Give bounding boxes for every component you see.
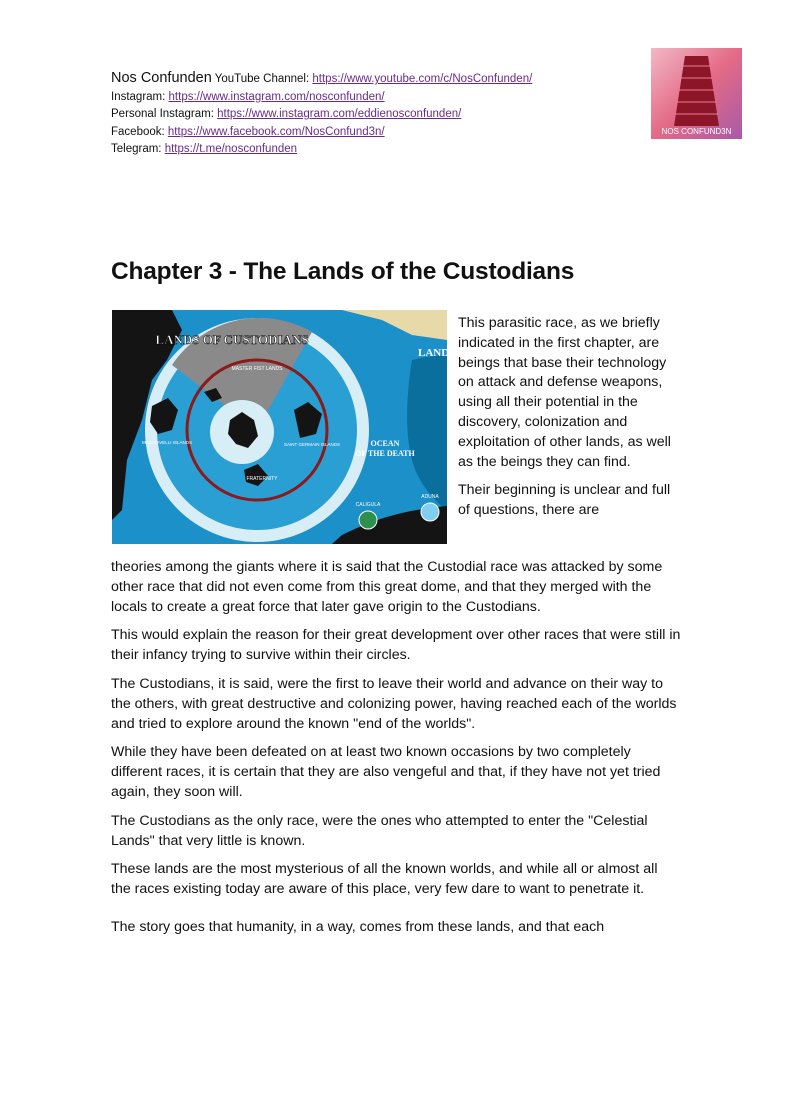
- facebook-label: Facebook:: [111, 125, 165, 138]
- youtube-label: YouTube Channel:: [214, 73, 310, 85]
- map-title: LANDS OF CUSTODIANS: [155, 332, 309, 347]
- body-text: [111, 558, 681, 947]
- brand-name: Nos Confunden: [111, 70, 212, 86]
- personal-instagram-label: Personal Instagram:: [111, 108, 214, 120]
- map-label-west: MACHIAVELLI ISLANDS: [142, 440, 192, 445]
- body-paragraph: The story goes that humanity, in a way, comes from these lands, and that each: [111, 918, 605, 935]
- body-paragraph: The Custodians, it is said, were the first to leave their world and advance on their way to the others, with great destructive and colonizing power, having reached each of the worlds and tried to explore around the known "end of the worlds".: [111, 675, 677, 732]
- instagram-link[interactable]: https://www.instagram.com/nosconfunden/: [168, 90, 385, 103]
- map-label-ocean: OCEAN: [370, 439, 400, 448]
- personal-instagram-line: [111, 106, 532, 124]
- body-paragraph: This would explain the reason for their great development over other races that were still in their infancy trying to survive within their circles.: [111, 627, 681, 664]
- body-paragraph: These lands are the most mysterious of all the known worlds, and while all or almost all the races existing today are aware of this place, very few dare to want to penetrate it.: [111, 861, 658, 898]
- map-label-lands: LANDS: [418, 347, 456, 359]
- map-label-aduna: ADUNA: [421, 494, 439, 500]
- map-label-east: SAINT GERMAIN ISLANDS: [284, 442, 340, 447]
- facebook-line: [111, 124, 532, 142]
- instagram-line: [111, 89, 532, 107]
- youtube-link[interactable]: https://www.youtube.com/c/NosConfunden/: [312, 73, 533, 85]
- social-header: [111, 70, 532, 159]
- side-column: [458, 314, 678, 530]
- chapter-title: Chapter 3 - The Lands of the Custodians: [111, 258, 575, 285]
- personal-instagram-link[interactable]: https://www.instagram.com/eddienosconfunden/: [217, 108, 462, 120]
- map-label-fraternity: FRATERNITY: [246, 476, 278, 482]
- map-label-north: MASTER FIST LANDS: [231, 366, 283, 372]
- body-paragraph: While they have been defeated on at least two known occasions by two completely different races, it is certain that they are also vengeful and that, if they have not yet tried again, they soon will.: [111, 744, 661, 800]
- map-label-ocean-death: OF THE DEATH: [355, 449, 415, 458]
- nos-confunden-logo: [651, 48, 742, 139]
- side-paragraph: This parasitic race, as we briefly indicated in the first chapter, are beings that base their technology on attack and defense weapons, using all their potential in the discovery, colonization and exploitation of other lands, as well as the beings they can find.: [458, 315, 671, 470]
- body-paragraph: theories among the giants where it is said that the Custodial race was attacked by some other race that did not even come from this great dome, and that they merged with the locals to create a great force that later gave origin to the Custodians.: [111, 559, 663, 615]
- youtube-line: [111, 70, 532, 89]
- telegram-line: [111, 141, 532, 159]
- body-paragraph: The Custodians as the only race, were the ones who attempted to enter the "Celestial Lands" that very little is known.: [111, 812, 648, 849]
- instagram-label: Instagram:: [111, 90, 166, 103]
- map-label-caligula: CALIGULA: [355, 502, 381, 508]
- facebook-link[interactable]: https://www.facebook.com/NosConfund3n/: [167, 125, 385, 138]
- logo-text: NOS CONFUND3N: [661, 127, 732, 136]
- side-paragraph: Their beginning is unclear and full of questions, there are: [458, 482, 671, 519]
- lands-of-custodians-map: [112, 310, 456, 544]
- telegram-link[interactable]: https://t.me/nosconfunden: [164, 143, 298, 155]
- telegram-label: Telegram:: [111, 143, 162, 155]
